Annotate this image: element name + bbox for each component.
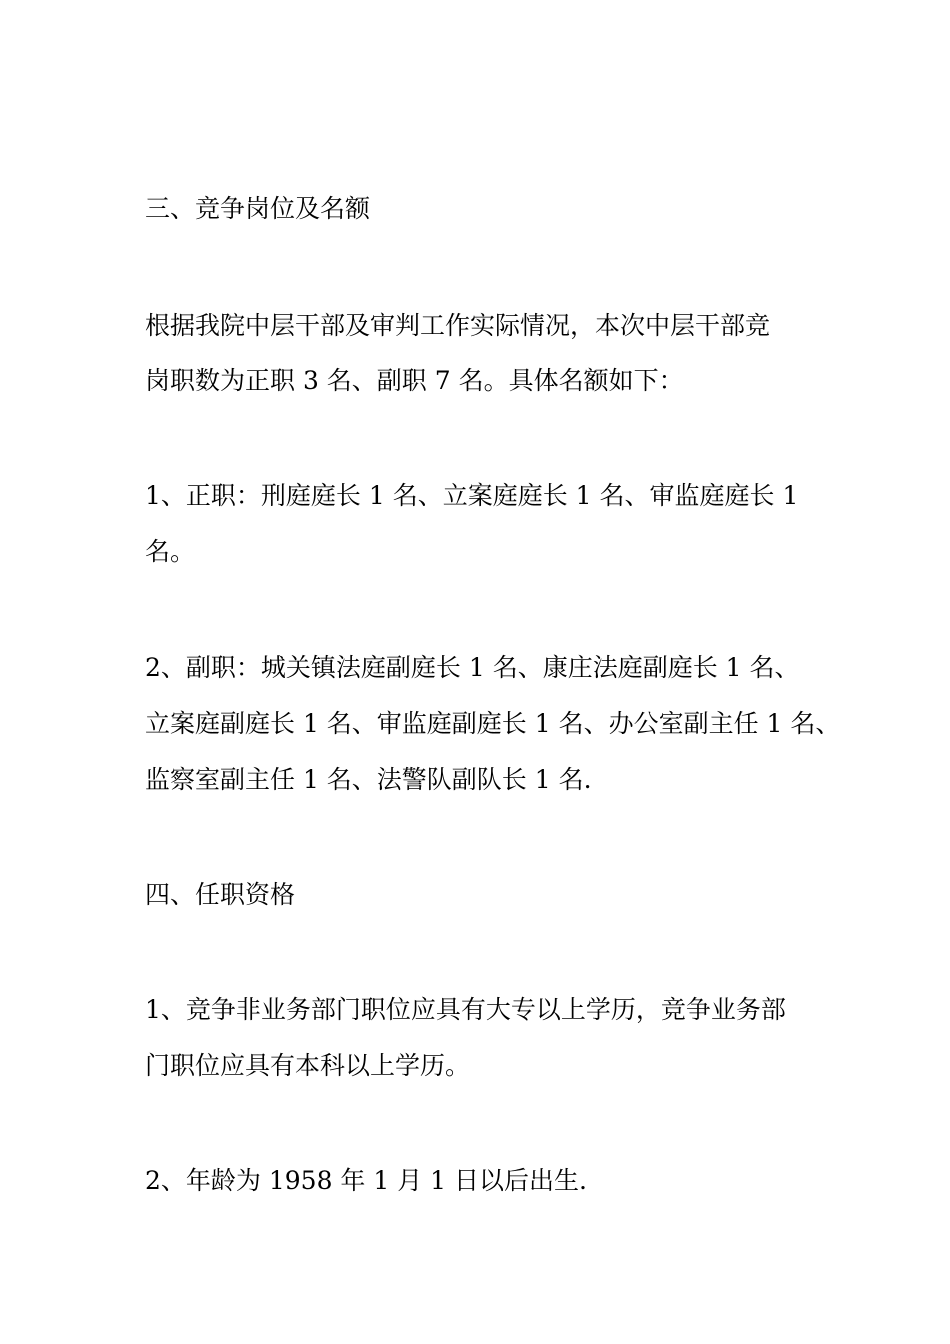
section-heading-qualifications: 四、任职资格 xyxy=(145,880,296,909)
paragraph-chief-line-1: 1、正职：刑庭庭长 1 名、立案庭庭长 1 名、审监庭庭长 1 xyxy=(145,481,799,510)
paragraph-deputy-line-1: 2、副职：城关镇法庭副庭长 1 名、康庄法庭副庭长 1 名、 xyxy=(145,653,800,682)
section-heading-positions: 三、竞争岗位及名额 xyxy=(145,194,371,223)
paragraph-age-line-1: 2、年龄为 1958 年 1 月 1 日以后出生. xyxy=(145,1166,587,1195)
paragraph-intro-line-2: 岗职数为正职 3 名、副职 7 名。具体名额如下： xyxy=(145,366,684,395)
paragraph-deputy-line-2: 立案庭副庭长 1 名、审监庭副庭长 1 名、办公室副主任 1 名、 xyxy=(145,709,841,738)
paragraph-intro-line-1: 根据我院中层干部及审判工作实际情况，本次中层干部竞 xyxy=(145,311,771,340)
paragraph-education-line-1: 1、竞争非业务部门职位应具有大专以上学历，竞争业务部 xyxy=(145,995,786,1024)
paragraph-chief-line-2: 名。 xyxy=(145,537,196,566)
paragraph-deputy-line-3: 监察室副主任 1 名、法警队副队长 1 名. xyxy=(145,765,592,794)
paragraph-education-line-2: 门职位应具有本科以上学历。 xyxy=(145,1051,471,1080)
